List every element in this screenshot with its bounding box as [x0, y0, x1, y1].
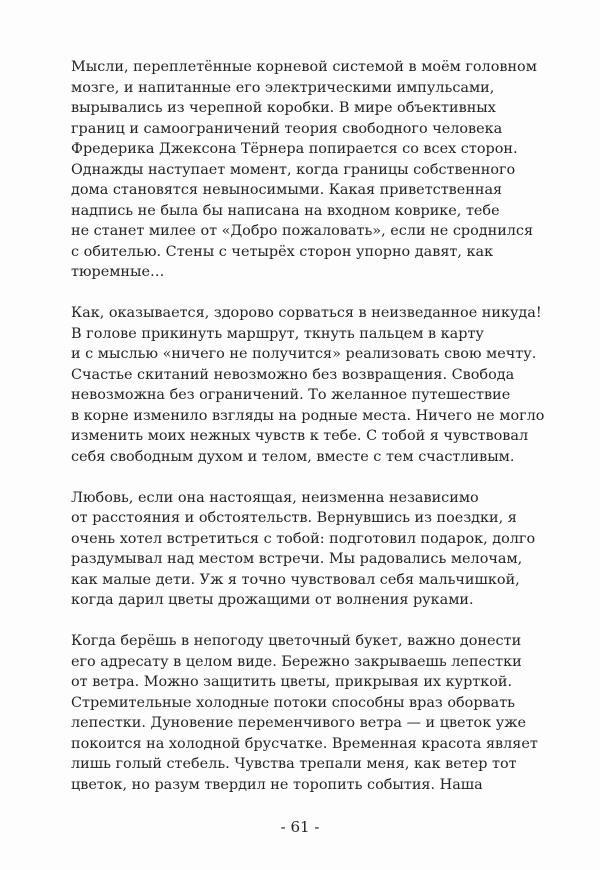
text-line: тюремные…: [71, 264, 165, 280]
paragraph: [71, 303, 571, 467]
text-line: в корне изменило взгляды на родные места. Ничего не могло: [71, 407, 545, 424]
text-line: цветок, но разум твердил не торопить события. Наша: [71, 776, 483, 793]
paragraph: [71, 631, 571, 795]
text-line: границ и самоограничений теория свободного человека: [71, 120, 503, 137]
text-line: покоится на холодной брусчатке. Временная красота являет: [71, 735, 538, 752]
text-line: мозге, и напитанные его электрическими импульсами,: [71, 79, 495, 96]
text-line: Однажды наступает момент, когда границы собственного: [71, 161, 516, 178]
text-line: как малые дети. Уж я точно чувствовал себя мальчишкой,: [71, 571, 520, 588]
paragraph: [71, 488, 571, 611]
text-line: надпись не была бы написана на входном коврике, тебе: [71, 202, 500, 219]
text-line: вырывались из черепной коробки. В мире объективных: [71, 100, 496, 116]
text-line: очень хотел встретиться с тобой: подготовил подарок, долго: [71, 530, 536, 547]
text-line: изменить моих нежных чувств к тебе. С тобой я чувствовал: [71, 428, 529, 444]
text-line: Стремительные холодные потоки способны враз оборвать: [71, 694, 516, 711]
text-line: Счастье скитаний невозможно без возвращения. Свобода: [71, 366, 515, 383]
text-line: дома становятся невыносимыми. Какая приветственная: [71, 182, 503, 198]
text-line: Как, оказывается, здорово сорваться в неизведанное никуда!: [71, 305, 542, 321]
page-body: [71, 57, 571, 795]
text-line: не станет милее от «Добро пожаловать», если не сроднился: [71, 223, 534, 239]
text-line: его адресату в целом виде. Бережно закрываешь лепестки: [71, 653, 522, 670]
text-line: невозможна без ограничений. То желанное путешествие: [71, 387, 511, 403]
text-line: и с мыслью «ничего не получится» реализовать свою мечту.: [71, 346, 537, 362]
text-line: лепестки. Дуновение переменчивого ветра — и цветок уже: [71, 715, 526, 731]
text-line: Мысли, переплетённые корневой системой в моём головном: [71, 59, 537, 75]
text-line: с обителью. Стены с четырёх сторон упорно давят, как: [71, 243, 494, 260]
text-line: себя свободным духом и телом, вместе с тем счастливым.: [71, 448, 515, 465]
text-line: В голове прикинуть маршрут, ткнуть пальцем в карту: [71, 325, 484, 342]
text-line: Любовь, если она настоящая, неизменна независимо: [71, 489, 479, 506]
page-number: - 61 -: [280, 818, 320, 836]
text-line: когда дарил цветы дрожащими от волнения руками.: [71, 592, 474, 608]
paragraph: [71, 57, 571, 283]
text-line: лишь голый стебель. Чувства трепали меня, как ветер тот: [71, 756, 517, 772]
text-line: Фредерика Джексона Тёрнера попирается со всех сторон.: [71, 141, 518, 157]
text-line: Когда берёшь в непогоду цветочный букет, важно донести: [71, 633, 522, 649]
text-line: от расстояния и обстоятельств. Вернувшись из поездки, я: [71, 510, 517, 526]
text-line: раздумывал над местом встречи. Мы радовались мелочам,: [71, 551, 523, 567]
text-line: от ветра. Можно защитить цветы, прикрывая их курткой.: [71, 674, 513, 690]
